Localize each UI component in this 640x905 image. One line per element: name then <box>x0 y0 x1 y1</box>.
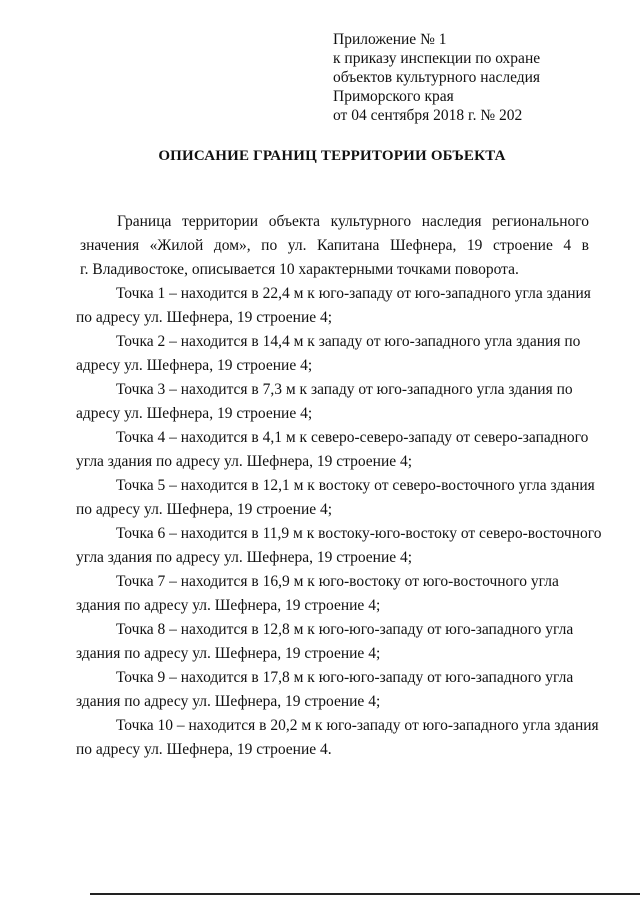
intro-line: значения «Жилой дом», по ул. Капитана Шефнера, 19 строение 4 в <box>80 237 589 254</box>
point-item <box>76 282 596 330</box>
point-line: Точка 9 – находится в 17,8 м к юго-юго-западу от юго-западного угла <box>116 669 574 686</box>
point-line: угла здания по адресу ул. Шефнера, 19 строение 4; <box>76 549 413 566</box>
appendix-header <box>333 30 623 125</box>
point-line: здания по адресу ул. Шефнера, 19 строение 4; <box>76 597 381 614</box>
points-list <box>76 282 602 762</box>
point-item <box>76 426 596 474</box>
point-line: Точка 7 – находится в 16,9 м к юго-востоку от юго-восточного угла <box>116 573 559 590</box>
point-line: по адресу ул. Шефнера, 19 строение 4; <box>76 309 333 326</box>
point-line: Точка 8 – находится в 12,8 м к юго-юго-западу от юго-западного угла <box>116 621 574 638</box>
appendix-line-objects: объектов культурного наследия <box>333 69 541 86</box>
point-item <box>76 330 596 378</box>
appendix-line-number: Приложение № 1 <box>333 31 447 48</box>
point-line: адресу ул. Шефнера, 19 строение 4; <box>76 405 313 422</box>
point-item <box>76 618 596 666</box>
point-line: Точка 4 – находится в 4,1 м к северо-северо-западу от северо-западного <box>116 429 589 446</box>
intro-line: Граница территории объекта культурного наследия регионального <box>117 213 589 230</box>
point-line: здания по адресу ул. Шефнера, 19 строение 4; <box>76 693 381 710</box>
point-line: адресу ул. Шефнера, 19 строение 4; <box>76 357 313 374</box>
point-line: Точка 3 – находится в 7,3 м к западу от юго-западного угла здания по <box>116 381 573 398</box>
point-line: Точка 2 – находится в 14,4 м к западу от юго-западного угла здания по <box>116 333 581 350</box>
point-line: Точка 10 – находится в 20,2 м к юго-западу от юго-западного угла здания <box>116 717 599 734</box>
point-line: здания по адресу ул. Шефнера, 19 строение 4; <box>76 645 381 662</box>
point-line: Точка 6 – находится в 11,9 м к востоку-юго-востоку от северо-восточного <box>116 525 602 542</box>
point-item <box>76 378 596 426</box>
intro-line: г. Владивостоке, описывается 10 характерными точками поворота. <box>80 261 519 278</box>
point-line: угла здания по адресу ул. Шефнера, 19 строение 4; <box>76 453 413 470</box>
point-line: по адресу ул. Шефнера, 19 строение 4. <box>76 741 332 758</box>
scan-edge-line <box>90 893 640 895</box>
appendix-line-order: к приказу инспекции по охране <box>333 50 541 67</box>
point-item <box>76 474 596 522</box>
point-item <box>76 570 596 618</box>
intro-paragraph <box>80 210 589 282</box>
document-title: ОПИСАНИЕ ГРАНИЦ ТЕРРИТОРИИ ОБЪЕКТА <box>158 148 506 164</box>
appendix-line-date: от 04 сентября 2018 г. № 202 <box>333 107 523 124</box>
point-line: Точка 1 – находится в 22,4 м к юго-западу от юго-западного угла здания <box>116 285 591 302</box>
point-item <box>76 714 599 762</box>
point-line: Точка 5 – находится в 12,1 м к востоку от северо-восточного угла здания <box>116 477 595 494</box>
point-item <box>76 666 596 714</box>
point-line: по адресу ул. Шефнера, 19 строение 4; <box>76 501 333 518</box>
point-item <box>76 522 602 570</box>
appendix-line-region: Приморского края <box>333 88 454 105</box>
